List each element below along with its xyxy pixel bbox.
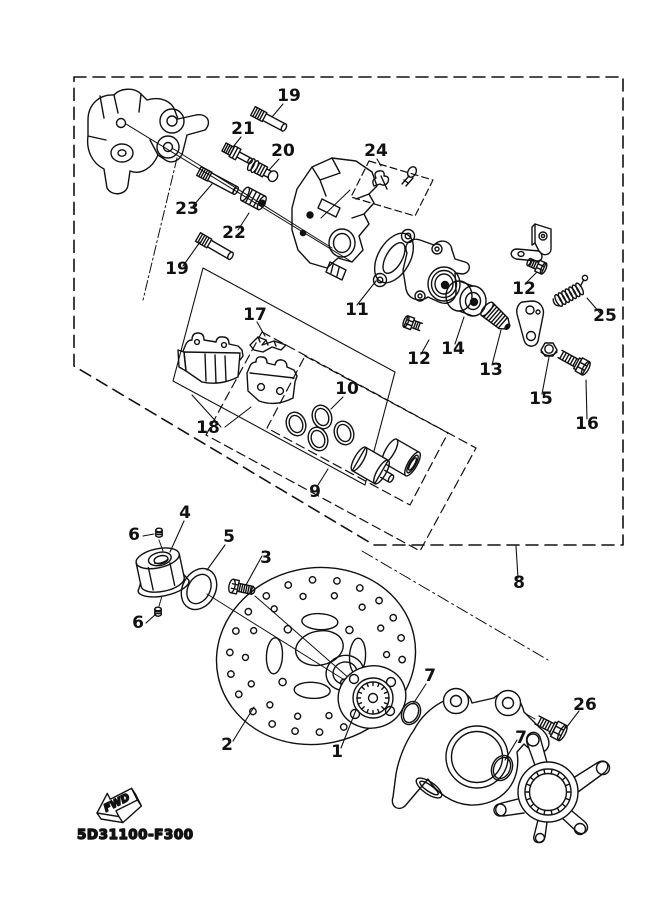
callout-15: 15: [529, 389, 553, 409]
callout-10: 10: [335, 379, 359, 399]
callout-3: 3: [260, 548, 272, 568]
callout-19-bottom: 19: [165, 259, 189, 279]
callout-12-lower: 12: [407, 349, 431, 369]
caliper-body: [292, 158, 377, 280]
callout-1: 1: [331, 742, 343, 762]
callout-13: 13: [479, 360, 503, 380]
callout-6-top: 6: [128, 525, 140, 545]
diagram-part-code: 5D31100-F300: [77, 827, 194, 843]
bolt-16: [556, 347, 592, 376]
callout-26: 26: [573, 695, 597, 715]
callout-19-top: 19: [277, 86, 301, 106]
piston-kit-box: [206, 332, 476, 551]
clip-6-top: [156, 528, 162, 537]
callout-11: 11: [345, 300, 369, 320]
callout-20: 20: [271, 141, 295, 161]
spring-25: [549, 274, 593, 308]
callout-12-upper: 12: [512, 279, 536, 299]
callout-7-hub: 7: [424, 666, 436, 686]
bleeder-kit-box: [351, 161, 433, 216]
callout-18: 18: [196, 418, 220, 438]
brake-pad-right: [247, 357, 297, 404]
callout-2: 2: [221, 735, 233, 755]
pin-bolt-19-top: [251, 107, 289, 133]
callout-6-bottom: 6: [132, 613, 144, 633]
caliper-bracket: [88, 89, 209, 194]
callout-16: 16: [575, 414, 599, 434]
bolt-3: [228, 579, 256, 598]
callout-25: 25: [593, 306, 617, 326]
callout-17: 17: [243, 305, 267, 325]
gasket: [367, 227, 422, 290]
nut-15: [541, 343, 557, 356]
washer-5: [174, 562, 223, 615]
lever-plate: [517, 301, 544, 346]
fwd-arrow-label: FWD: [101, 791, 132, 815]
stopper-bracket-12: [511, 224, 551, 261]
callout-5: 5: [223, 527, 235, 547]
fwd-arrow: [97, 788, 141, 822]
callout-21: 21: [231, 119, 255, 139]
wheel-hub: [322, 651, 413, 736]
callout-7-plate: 7: [515, 728, 527, 748]
callout-22: 22: [222, 223, 246, 243]
callout-24: 24: [364, 141, 388, 161]
brake-pad-left: [178, 333, 243, 383]
callout-14: 14: [441, 339, 465, 359]
bolt-12-lower: [402, 315, 423, 333]
callout-4: 4: [179, 503, 191, 523]
adjuster-bolt-13: [479, 300, 515, 334]
callout-9: 9: [309, 482, 321, 502]
callout-numbers: [128, 86, 617, 762]
seal-kit-10: [283, 402, 357, 453]
callout-23: 23: [175, 199, 199, 219]
callout-8: 8: [513, 573, 525, 593]
